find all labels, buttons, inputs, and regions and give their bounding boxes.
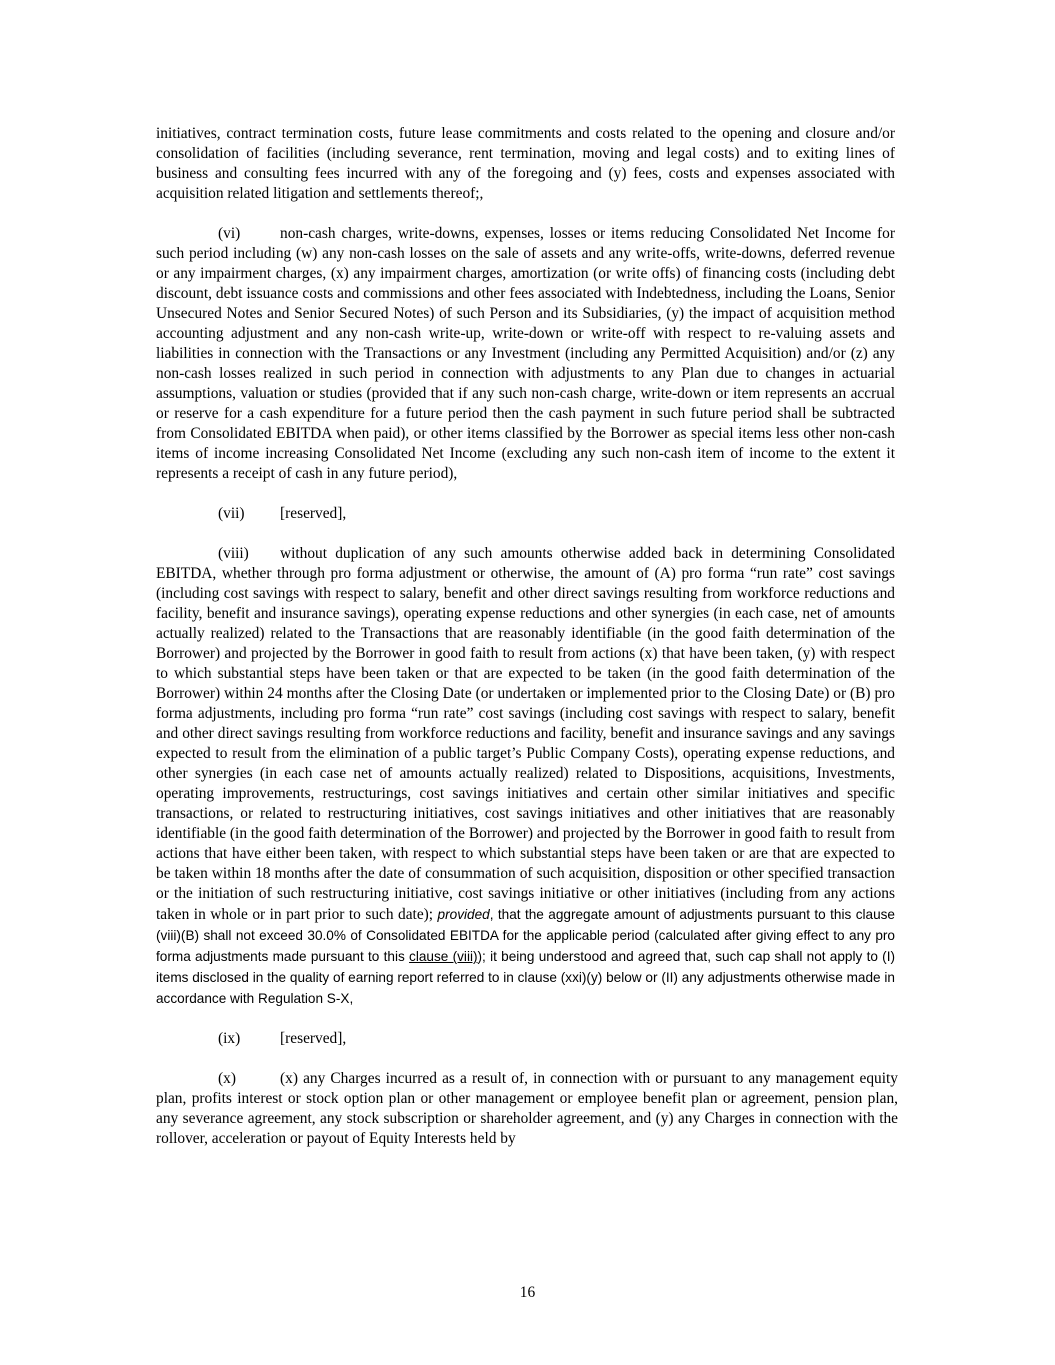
clause-vi [156,224,895,484]
clause-ix [156,1029,895,1049]
page-number: 16 [519,1284,536,1301]
clause-text: without duplication of any such amounts otherwise added back in determining Consolidated EBITDA, whether through pro forma adjustment or otherwise, the amount of (A) pro forma “run rate” cost savings (including cost savings with respect to salary, benefit and other direct savings resulting from workforce reductions and facility, benefit and insurance savings), operating expense reductions and other synergies (in each case, net of amounts actually realized) related to the Transactions that are reasonably identifiable (in the good faith determination of the Borrower) and projected by the Borrower in good faith to result from actions (x) that have been taken, (y) with respect to which substantial steps have been taken or that are expected to be taken (in the good faith determination of the Borrower) within 24 months after the Closing Date (or undertaken or implemented prior to the Closing Date) or (B) pro forma adjustments, including pro forma “run rate” cost savings (including cost savings with respect to salary, benefit and other direct savings resulting from workforce reductions and facility, benefit and insurance savings and any savings expected to result from the elimination of a public target’s Public Company Costs), operating expense reductions, and other synergies (in each case net of amounts actually realized) related to Dispositions, acquisitions, Investments, operating improvements, restructurings, cost savings initiatives and certain other similar initiatives and specific transactions, or related to restructuring initiatives, cost savings initiatives and other initiatives that are reasonably identifiable (in the good faith determination of the Borrower) and projected by the Borrower in good faith to result from actions that have either been taken, with respect to which substantial steps have been taken or are that are expected to be taken within 18 months after the date of consummation of such acquisition, disposition or other specified transaction or the initiation of such restructuring initiative, cost savings initiative or other initiatives (including from any actions taken in whole or in part prior to such date); [156,545,895,923]
paragraph-text: initiatives, contract termination costs, future lease commitments and costs related to the opening and closure and/or consolidation of facilities (including severance, rent termination, moving and legal costs) and to exiting lines of business and consulting fees incurred with any of the foregoing and (y) fees, costs and expenses associated with acquisition related litigation and settlements thereof;, [156,125,895,202]
clause-reference-link[interactable]: clause (viii) [409,949,478,964]
clause-x [156,1069,898,1149]
clause-number: (viii) [218,545,249,562]
paragraph-continuation [156,124,895,204]
proviso-part-2: ); it being understood and agreed that, such cap shall not apply to (I) items disclosed in the quality of earning report referred to in clause (xxi)(y) below or (II) any adjustments otherwise made in accordance with Regulation S-X, [156,949,896,1006]
clause-text: non-cash charges, write-downs, expenses, losses or items reducing Consolidated Net Income for such period including (w) any non-cash losses on the sale of assets and any write-offs, write-downs, deferred revenue or any impairment charges, (x) any impairment charges, amortization (or write offs) of financing costs (including debt discount, debt issuance costs and commissions and other fees associated with Indebtedness, including the Loans, Senior Unsecured Notes and Senior Secured Notes) of such Person and its Subsidiaries, (y) the impact of acquisition method accounting adjustment and any non-cash write-up, write-down or write-off with respect to re-valuing assets and liabilities in connection with the Transactions or any Investment (including any Permitted Acquisition) and/or (z) any non-cash losses realized in such period in connection with adjustments to any Plan due to changes in actuarial assumptions, valuation or studies (provided that if any such non-cash charge, write-down or item represents an accrual or reserve for a cash expenditure for a future period then the cash payment in such future period shall be subtracted from Consolidated EBITDA when paid), or other items classified by the Borrower as special items less other non-cash items of income increasing Consolidated Net Income (excluding any such non-cash item of income to the extent it represents a receipt of cash in any future period), [156,225,895,482]
clause-text: (x) any Charges incurred as a result of, in connection with or pursuant to any management equity plan, profits interest or stock option plan or other management or employee benefit plan or agreement, pension plan, any severance agreement, any stock subscription or shareholder agreement, and (y) any Charges in connection with the rollover, acceleration or payout of Equity Interests held by [156,1070,898,1147]
clause-vii [156,504,895,524]
proviso-part-1: , that the aggregate amount of adjustments pursuant to this clause (viii)(B) shall not exceed 30.0% of Consolidated EBITDA for the applicable period (calculated after giving effect to any pro forma adjustments made pursuant to this [156,907,895,964]
provided-label: provided [437,907,490,922]
page-body [156,124,898,1169]
clause-number: (vi) [218,225,241,242]
clause-text: [reserved], [280,1030,347,1047]
clause-number: (ix) [218,1030,241,1047]
clause-text: [reserved], [280,505,347,522]
clause-viii [156,544,895,1009]
clause-number: (vii) [218,505,245,522]
clause-number: (x) [218,1070,236,1087]
